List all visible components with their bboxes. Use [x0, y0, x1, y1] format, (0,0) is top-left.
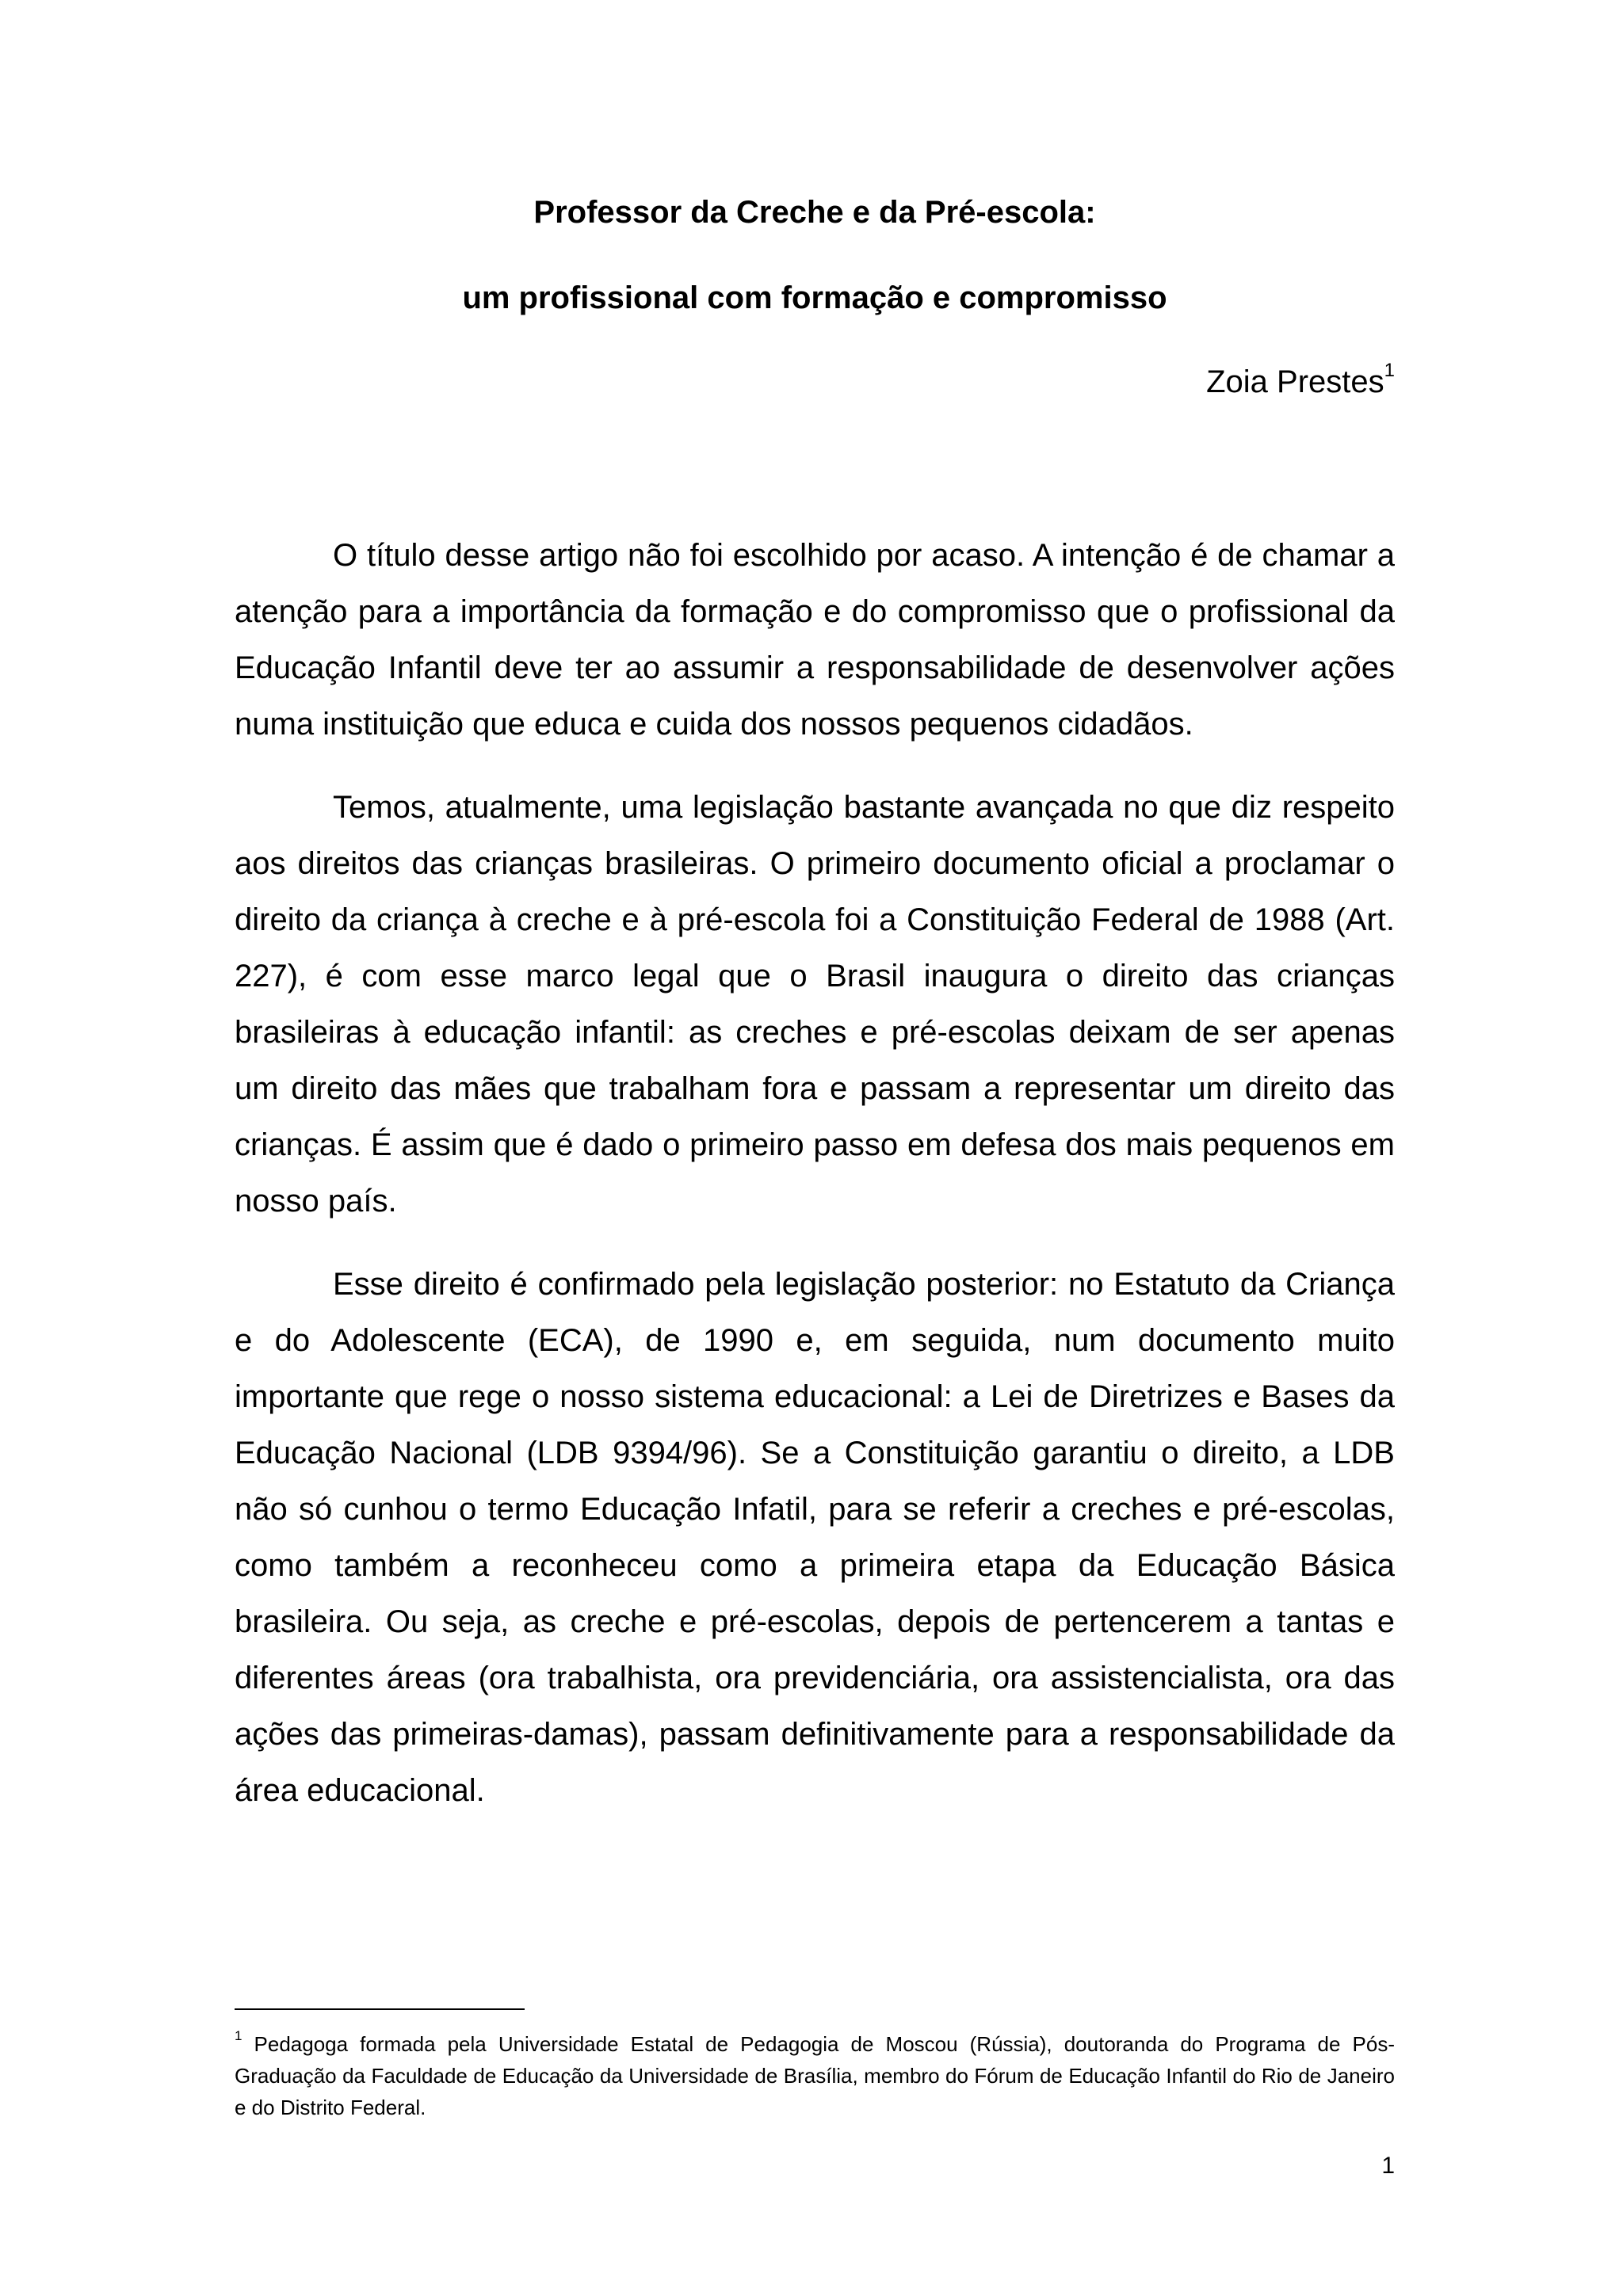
document-title: Professor da Creche e da Pré-escola: [533, 195, 1096, 230]
footnote-text: Pedagoga formada pela Universidade Estatal de Pedagogia de Moscou (Rússia), doutoranda do Programa de Pós-Graduação da Faculdade de Educação da Universidade de Brasília, membro do Fórum de Educação Infantil do Rio de Janeiro e do Distrito Federal. [235, 2032, 1395, 2119]
page-number: 1 [1381, 2153, 1395, 2179]
document-subtitle: um profissional com formação e compromisso [462, 280, 1167, 315]
footnote-mark: 1 [235, 2028, 242, 2044]
article-body [235, 528, 1395, 1846]
paragraph: Esse direito é confirmado pela legislação posterior: no Estatuto da Criança e do Adolescente (ECA), de 1990 e, em seguida, num documento muito importante que rege o nosso sistema educacional: a Lei de Diretrizes e Bases da Educação Nacional (LDB 9394/96). Se a Constituição garantiu o direito, a LDB não só cunhou o termo Educação Infatil, para se referir a creches e pré-escolas, como também a reconheceu como a primeira etapa da Educação Básica brasileira. Ou seja, as creche e pré-escolas, depois de pertencerem a tantas e diferentes áreas (ora trabalhista, ora previdenciária, ora assistencialista, ora das ações das primeiras-damas), passam definitivamente para a responsabilidade da área educacional. [235, 1267, 1395, 1808]
paragraph: Temos, atualmente, uma legislação bastante avançada no que diz respeito aos direitos das crianças brasileiras. O primeiro documento oficial a proclamar o direito da criança à creche e à pré-escola foi a Constituição Federal de 1988 (Art. 227), é com esse marco legal que o Brasil inaugura o direito das crianças brasileiras à educação infantil: as creches e pré-escolas deixam de ser apenas um direito das mães que trabalham fora e passam a representar um direito das crianças. É assim que é dado o primeiro passo em defesa dos mais pequenos em nosso país. [235, 790, 1395, 1219]
author-footnote-mark[interactable]: 1 [1384, 359, 1395, 381]
author-name-text: Zoia Prestes [1206, 364, 1384, 399]
footnote [235, 2028, 1395, 2123]
author-name [1206, 359, 1395, 401]
footnote-separator [235, 2008, 525, 2010]
paragraph: O título desse artigo não foi escolhido por acaso. A intenção é de chamar a atenção para a importância da formação e do compromisso que o profissional da Educação Infantil deve ter ao assumir a responsabilidade de desenvolver ações numa instituição que educa e cuida dos nossos pequenos cidadãos. [235, 538, 1395, 742]
